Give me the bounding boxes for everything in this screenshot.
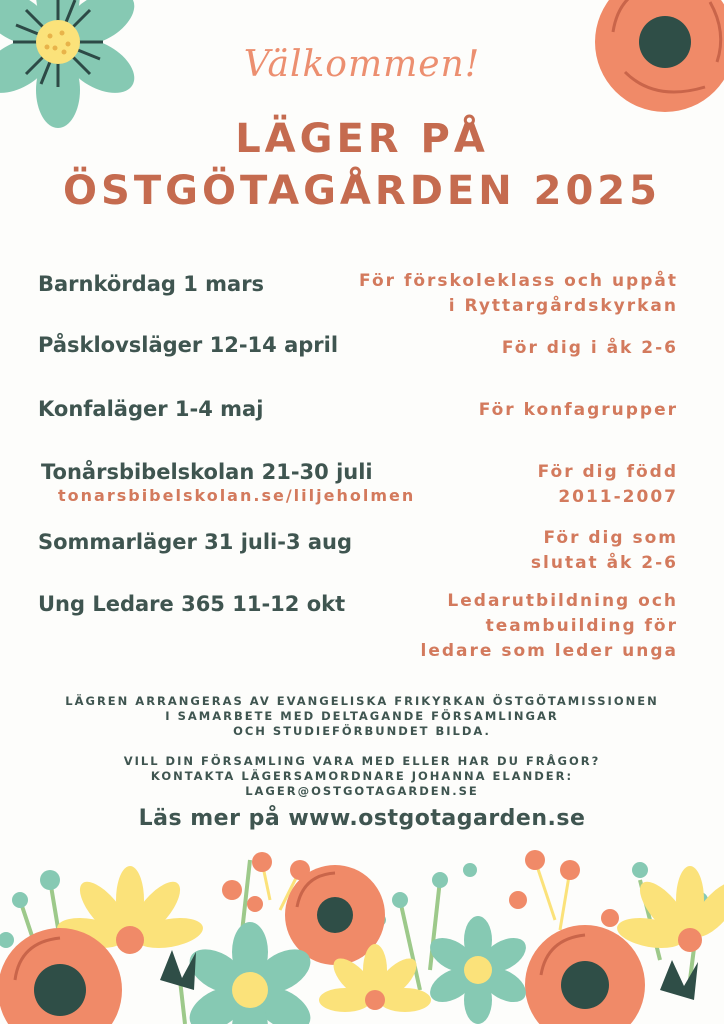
event-desc-line: teambuilding för bbox=[485, 616, 678, 636]
event-description bbox=[479, 398, 678, 423]
event-name: Barnkördag 1 mars bbox=[38, 272, 265, 296]
event-description bbox=[531, 526, 678, 576]
event-desc-line: Ledarutbildning och bbox=[447, 591, 678, 611]
welcome-heading: Välkommen! bbox=[243, 44, 481, 85]
event-description bbox=[502, 336, 678, 361]
organizer-info bbox=[0, 694, 724, 739]
event-desc-line: i Ryttargårdskyrkan bbox=[448, 296, 678, 316]
event-description bbox=[421, 589, 678, 664]
event-desc-line: För förskoleklass och uppåt bbox=[359, 271, 678, 291]
event-desc-line: För dig i åk 2-6 bbox=[501, 338, 678, 358]
page-title-line2: ÖSTGÖTAGÅRDEN 2025 bbox=[63, 168, 661, 214]
event-link[interactable]: tonarsbibelskolan.se/liljeholmen bbox=[58, 486, 416, 505]
contact-line: KONTAKTA LÄGERSAMORDNARE JOHANNA ELANDER: bbox=[150, 769, 574, 783]
read-more-link[interactable]: Läs mer på www.ostgotagarden.se bbox=[138, 806, 586, 831]
event-desc-line: För dig som bbox=[543, 528, 678, 548]
organizer-line: LÄGREN ARRANGERAS AV EVANGELISKA FRIKYRKAN ÖSTGÖTAMISSIONEN bbox=[65, 694, 659, 708]
event-desc-line: För konfagrupper bbox=[478, 400, 678, 420]
event-name: Konfaläger 1-4 maj bbox=[38, 397, 264, 421]
event-name: Ung Ledare 365 11-12 okt bbox=[38, 592, 346, 616]
event-desc-line: slutat åk 2-6 bbox=[530, 553, 678, 573]
organizer-line: I SAMARBETE MED DELTAGANDE FÖRSAMLINGAR bbox=[165, 709, 559, 723]
page-title-line1: LÄGER PÅ bbox=[235, 116, 489, 162]
contact-email[interactable]: LAGER@OSTGOTAGARDEN.SE bbox=[245, 784, 479, 798]
event-name: Påsklovsläger 12-14 april bbox=[38, 333, 339, 357]
event-desc-line: ledare som leder unga bbox=[420, 641, 678, 661]
event-description bbox=[538, 460, 678, 510]
event-name: Sommarläger 31 juli-3 aug bbox=[38, 530, 353, 554]
floral-border-decoration bbox=[0, 840, 724, 1024]
event-description bbox=[359, 269, 678, 319]
event-desc-line: 2011-2007 bbox=[558, 487, 678, 507]
event-desc-line: För dig född bbox=[537, 462, 678, 482]
contact-info bbox=[0, 754, 724, 799]
contact-line: VILL DIN FÖRSAMLING VARA MED ELLER HAR DU FRÅGOR? bbox=[123, 754, 601, 768]
event-name: Tonårsbibelskolan 21-30 juli bbox=[41, 460, 373, 484]
organizer-line: OCH STUDIEFÖRBUNDET BILDA. bbox=[233, 724, 491, 738]
